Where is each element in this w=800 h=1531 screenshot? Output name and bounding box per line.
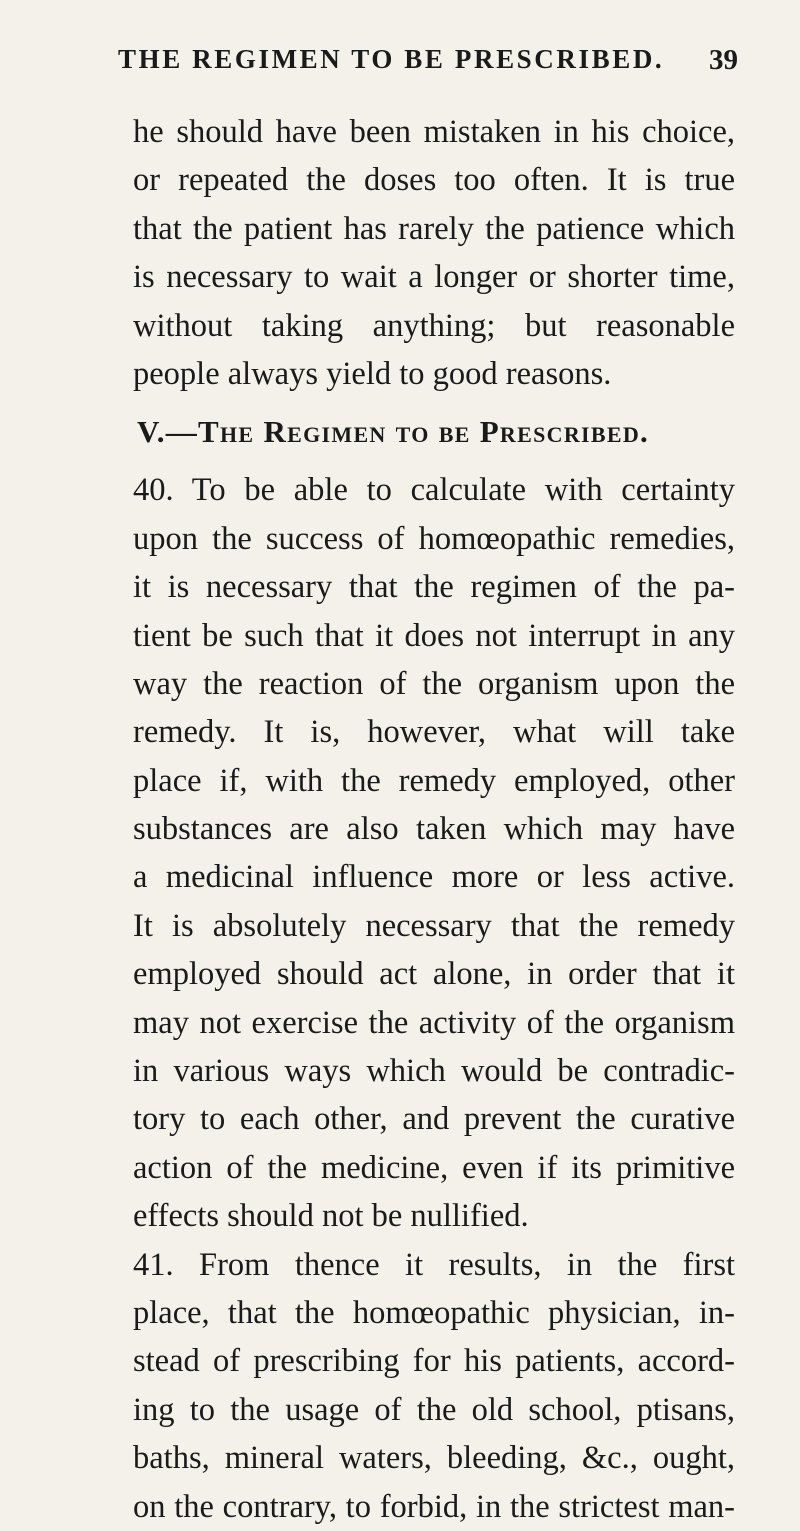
text-line: action of the medicine, even if its primitive [133, 1149, 735, 1186]
text-line: in various ways which would be contradic- [133, 1053, 735, 1090]
text-line: remedy. It is, however, what will take [133, 714, 735, 751]
text-line: place if, with the remedy employed, other [133, 762, 735, 799]
running-title: THE REGIMEN TO BE PRESCRIBED. [118, 44, 665, 74]
text-line: people always yield to good reasons. [133, 355, 612, 392]
text-line: that the patient has rarely the patience which [133, 210, 735, 247]
text-line: ing to the usage of the old school, ptisans, [133, 1391, 735, 1428]
text-line: employed should act alone, in order that it [133, 956, 735, 993]
text-line: upon the success of homœopathic remedies, [133, 520, 735, 557]
body-text [133, 108, 735, 1531]
text-line: tient be such that it does not interrupt in any [133, 617, 735, 654]
section-heading: V.—The Regimen to be Prescribed. [137, 414, 650, 450]
text-line: without taking anything; but reasonable [133, 307, 735, 344]
text-line: or repeated the doses too often. It is true [133, 162, 735, 199]
text-line: it is necessary that the regimen of the pa- [133, 569, 735, 606]
text-line: effects should not be nullified. [133, 1198, 529, 1235]
running-head [118, 44, 738, 84]
text-line: way the reaction of the organism upon the [133, 665, 735, 702]
text-line: tory to each other, and prevent the curative [133, 1101, 735, 1138]
text-line: 41. From thence it results, in the first [133, 1246, 735, 1283]
text-line: may not exercise the activity of the organism [133, 1004, 735, 1041]
paragraph-continuation [133, 108, 735, 398]
paragraph-41 [133, 1241, 735, 1531]
text-line: stead of prescribing for his patients, accord- [133, 1343, 735, 1380]
text-line: he should have been mistaken in his choice, [133, 114, 735, 150]
text-line: 40. To be able to calculate with certainty [133, 472, 735, 509]
page-number: 39 [709, 44, 738, 76]
text-line: baths, mineral waters, bleeding, &c., ought, [133, 1440, 735, 1477]
paragraph-40 [133, 466, 735, 1240]
text-line: on the contrary, to forbid, in the strictest man- [133, 1488, 735, 1525]
text-line: It is absolutely necessary that the remedy [133, 907, 735, 944]
text-line: place, that the homœopathic physician, in- [133, 1294, 735, 1331]
text-line: is necessary to wait a longer or shorter time, [133, 259, 735, 296]
text-line: substances are also taken which may have [133, 811, 735, 848]
text-line: a medicinal influence more or less active. [133, 859, 735, 896]
